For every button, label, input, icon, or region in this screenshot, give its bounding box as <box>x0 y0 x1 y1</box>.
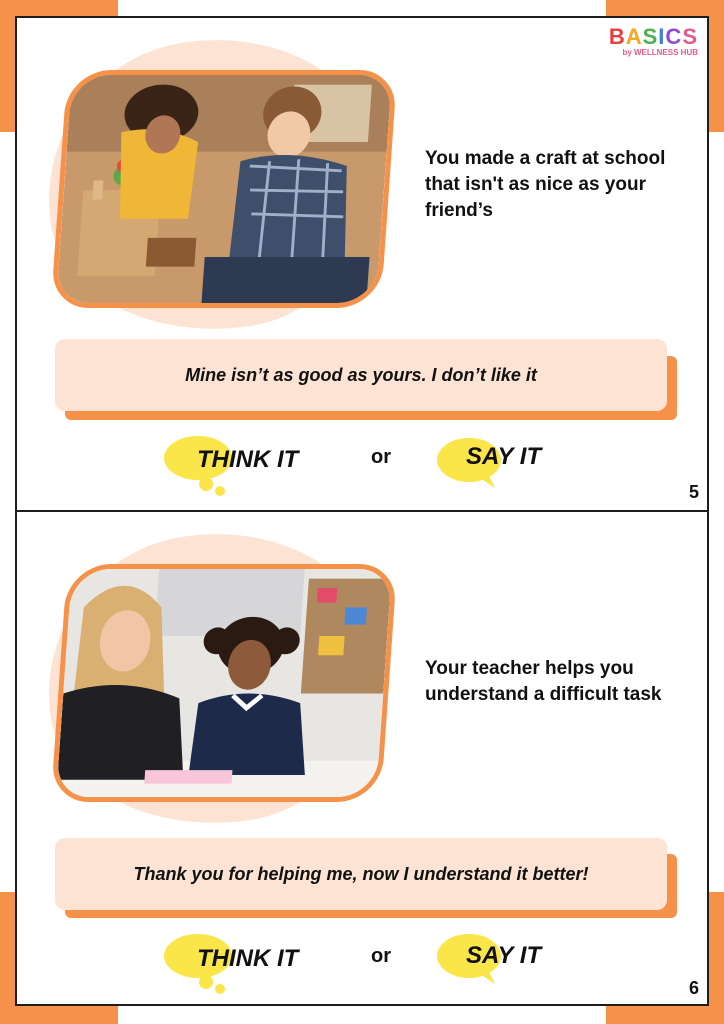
peach-dot <box>209 802 229 820</box>
logo-letter: C <box>665 24 683 49</box>
corner-accent-top-right <box>606 0 724 16</box>
peach-dot <box>231 316 241 326</box>
logo-subtitle: by WELLNESS HUB <box>622 48 698 57</box>
corner-accent-bottom-left <box>0 1006 118 1024</box>
logo-letter: S <box>642 24 659 49</box>
or-label: or <box>371 945 391 967</box>
peach-dot <box>209 308 229 326</box>
corner-accent-bottom-right <box>606 1006 724 1024</box>
response-speech-box: Mine isn’t as good as yours. I don’t like it <box>55 339 667 411</box>
photo-children-crafting <box>51 70 398 308</box>
logo-letter: A <box>625 24 643 49</box>
logo-letter: B <box>608 24 626 49</box>
peach-dot <box>231 810 241 820</box>
page-number: 6 <box>688 978 699 998</box>
corner-accent-top-left-side <box>0 0 15 132</box>
corner-accent-bottom-right-side <box>709 892 724 1024</box>
think-it-button[interactable]: THINK IT <box>197 446 299 473</box>
say-it-button[interactable]: SAY IT <box>466 443 542 470</box>
scenario-text: Your teacher helps you understand a difficult task <box>425 658 662 705</box>
page-number: 5 <box>688 482 699 502</box>
logo-letter: I <box>658 24 666 49</box>
scenario-card-5 <box>17 18 707 512</box>
say-it-button[interactable]: SAY IT <box>466 942 542 969</box>
logo-letter: S <box>682 24 698 49</box>
photo-teacher-helping-student <box>51 564 398 802</box>
corner-accent-bottom-left-side <box>0 892 15 1024</box>
think-it-button[interactable]: THINK IT <box>197 945 299 972</box>
corner-accent-top-right-side <box>709 0 724 132</box>
response-speech-box: Thank you for helping me, now I understand it better! <box>55 838 667 910</box>
scenario-text: You made a craft at school that isn't as nice as your friend’s <box>425 148 666 221</box>
corner-accent-top-left <box>0 0 118 16</box>
scenario-card-6 <box>17 512 707 1006</box>
or-label: or <box>371 446 391 468</box>
